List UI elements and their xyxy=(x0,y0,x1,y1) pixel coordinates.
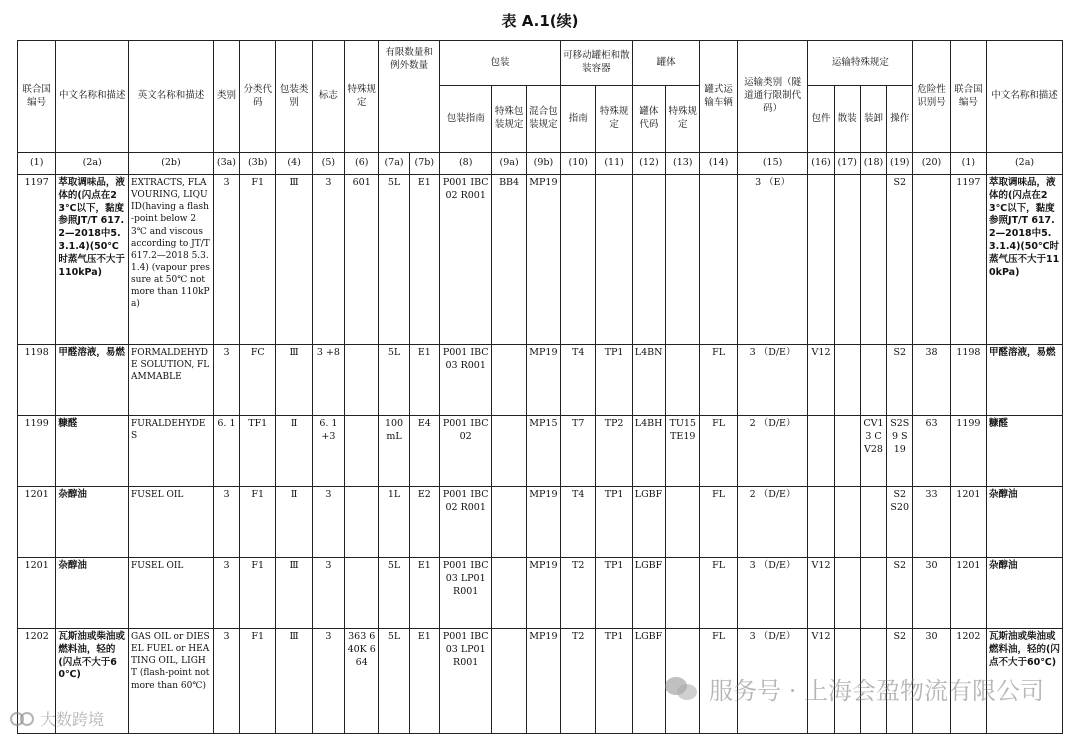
cell-c12: L4BH xyxy=(632,416,665,487)
watermark-text: 服务号 · 上海会盈物流有限公司 xyxy=(709,677,1044,705)
cell-c9a: BB4 xyxy=(492,175,526,345)
cell-c17 xyxy=(834,487,860,558)
header-labels: 标志 xyxy=(312,41,344,153)
cell-c10: T7 xyxy=(561,416,596,487)
cell-cn: 杂醇油 xyxy=(56,558,129,629)
header-en-name: 英文名称和描述 xyxy=(129,41,214,153)
cell-un: 1201 xyxy=(18,487,56,558)
header-pt-instructions: 指南 xyxy=(561,86,596,153)
cell-c5: 3 xyxy=(312,558,344,629)
page-title: 表 A.1(续) xyxy=(501,12,579,30)
column-number: (12) xyxy=(632,153,665,175)
cell-c9a xyxy=(492,416,526,487)
cell-cn: 萃取调味品，液体的(闪点在23℃以下，黏度参照JT/T 617.2—2018中5.3.1.4)(50℃时蒸气压不大于110kPa) xyxy=(56,175,129,345)
cell-c4: Ⅲ xyxy=(276,629,312,734)
column-number: (16) xyxy=(808,153,834,175)
cell-c6: 363 640K 664 xyxy=(345,629,379,734)
cell-c14: FL xyxy=(700,487,737,558)
cell-c10: T4 xyxy=(561,345,596,416)
header-cn-name: 中文名称和描述 xyxy=(56,41,129,153)
cell-c7b: E1 xyxy=(409,175,439,345)
column-number: (3a) xyxy=(213,153,239,175)
cell-un2: 1201 xyxy=(950,487,986,558)
cell-c7b: E1 xyxy=(409,345,439,416)
cell-en: FUSEL OIL xyxy=(129,558,214,629)
cell-c5: 3 xyxy=(312,629,344,734)
header-un-no-2: 联合国编号 xyxy=(950,41,986,153)
cell-en: FURALDEHYDES xyxy=(129,416,214,487)
cell-c9a xyxy=(492,558,526,629)
header-special-provisions: 特殊规定 xyxy=(345,41,379,153)
cell-c12: LGBF xyxy=(632,629,665,734)
cell-c9a xyxy=(492,487,526,558)
cell-c14: FL xyxy=(700,345,737,416)
cell-c8: P001 IBC02 R001 xyxy=(439,487,491,558)
cell-c20: 38 xyxy=(913,345,950,416)
column-number: (5) xyxy=(312,153,344,175)
header-ts-package: 包件 xyxy=(808,86,834,153)
corner-watermark-text: 大数跨境 xyxy=(40,710,105,729)
cell-c8: P001 IBC03 LP01 R001 xyxy=(439,558,491,629)
cell-c19: S2 xyxy=(887,175,913,345)
header-pack-instructions: 包装指南 xyxy=(439,86,491,153)
cell-c18 xyxy=(860,345,886,416)
cell-c14: FL xyxy=(700,416,737,487)
cell-c7a: 5L xyxy=(379,345,409,416)
cell-c11: TP1 xyxy=(596,558,632,629)
column-number: (1) xyxy=(950,153,986,175)
table-row xyxy=(18,175,1063,345)
header-tank-vehicle: 罐式运输车辆 xyxy=(700,41,737,153)
cell-c12: L4BN xyxy=(632,345,665,416)
column-number: (18) xyxy=(860,153,886,175)
cell-c14: FL xyxy=(700,629,737,734)
header-cn-name-2: 中文名称和描述 xyxy=(987,41,1063,153)
cell-c5: 3 xyxy=(312,175,344,345)
cell-cn2: 萃取调味品，液体的(闪点在23℃以下，黏度参照JT/T 617.2—2018中5.3.1.4)(50℃时蒸气压不大于110kPa) xyxy=(987,175,1063,345)
cell-c9b: MP15 xyxy=(526,416,560,487)
header-tanks: 罐体 xyxy=(632,41,700,86)
cell-c12: LGBF xyxy=(632,558,665,629)
header-pt-special: 特殊规定 xyxy=(596,86,632,153)
cell-en: FUSEL OIL xyxy=(129,487,214,558)
column-number: (1) xyxy=(18,153,56,175)
cell-c19: S2 xyxy=(887,558,913,629)
cell-un: 1197 xyxy=(18,175,56,345)
cell-c19: S2 S20 xyxy=(887,487,913,558)
cell-c16: V12 xyxy=(808,345,834,416)
cell-c3a: 3 xyxy=(213,345,239,416)
column-number: (6) xyxy=(345,153,379,175)
cell-c10: T2 xyxy=(561,629,596,734)
cell-c11: TP1 xyxy=(596,629,632,734)
cell-c3b: TF1 xyxy=(240,416,276,487)
cell-c18: CV13 CV28 xyxy=(860,416,886,487)
column-number: (19) xyxy=(887,153,913,175)
cell-c20: 33 xyxy=(913,487,950,558)
chat-bubble-icon xyxy=(665,675,699,703)
cell-c11: TP1 xyxy=(596,345,632,416)
header-class-code: 分类代码 xyxy=(240,41,276,153)
column-number: (9a) xyxy=(492,153,526,175)
cell-c12: LGBF xyxy=(632,487,665,558)
cell-c13 xyxy=(666,345,700,416)
cell-c5: 3 +8 xyxy=(312,345,344,416)
cell-cn2: 杂醇油 xyxy=(987,487,1063,558)
header-portable-tanks: 可移动罐柜和散装容器 xyxy=(561,41,633,86)
cell-un2: 1199 xyxy=(950,416,986,487)
column-number: (4) xyxy=(276,153,312,175)
cell-c15: 2 （D/E） xyxy=(737,487,808,558)
cell-cn: 杂醇油 xyxy=(56,487,129,558)
header-hazard-id: 危险性识别号 xyxy=(913,41,950,153)
cell-c17 xyxy=(834,345,860,416)
cell-c7a: 1L xyxy=(379,487,409,558)
header-packing-group: 包装类别 xyxy=(276,41,312,153)
column-number: (7a) xyxy=(379,153,409,175)
cell-c3b: F1 xyxy=(240,487,276,558)
cell-c7b: E4 xyxy=(409,416,439,487)
cell-en: EXTRACTS, FLAVOURING, LIQUID(having a flash-point below 23℃ and viscous according to JT/T 617.2—2018 5.3.1.4) (vapour pressure at 50℃ not more than 110kPa) xyxy=(129,175,214,345)
column-number: (2b) xyxy=(129,153,214,175)
cell-c10: T4 xyxy=(561,487,596,558)
cell-c7a: 100mL xyxy=(379,416,409,487)
column-number: (17) xyxy=(834,153,860,175)
cell-un: 1199 xyxy=(18,416,56,487)
cell-c17 xyxy=(834,416,860,487)
cell-c20 xyxy=(913,175,950,345)
cell-c9b: MP19 xyxy=(526,487,560,558)
column-number: (20) xyxy=(913,153,950,175)
cell-c13: TU15 TE19 xyxy=(666,416,700,487)
cell-c18 xyxy=(860,558,886,629)
column-number: (11) xyxy=(596,153,632,175)
cell-c6 xyxy=(345,345,379,416)
cell-c3b: F1 xyxy=(240,558,276,629)
cell-c19: S2S9 S19 xyxy=(887,416,913,487)
infinity-logo-icon xyxy=(10,710,34,728)
cell-c3a: 3 xyxy=(213,629,239,734)
cell-c10 xyxy=(561,175,596,345)
cell-c17 xyxy=(834,175,860,345)
header-packaging: 包装 xyxy=(439,41,560,86)
cell-c4: Ⅱ xyxy=(276,416,312,487)
cell-c6 xyxy=(345,558,379,629)
cell-c4: Ⅲ xyxy=(276,345,312,416)
cell-en: GAS OIL or DIESEL FUEL or HEATING OIL, LIGHT (flash-point not more than 60℃) xyxy=(129,629,214,734)
cell-c3a: 3 xyxy=(213,175,239,345)
cell-c9b: MP19 xyxy=(526,175,560,345)
column-number: (8) xyxy=(439,153,491,175)
header-transport-category: 运输类别（隧道通行限制代码） xyxy=(737,41,808,153)
cell-c7b: E2 xyxy=(409,487,439,558)
column-number: (15) xyxy=(737,153,808,175)
cell-c3a: 3 xyxy=(213,558,239,629)
header-ts-bulk: 散装 xyxy=(834,86,860,153)
cell-c5: 3 xyxy=(312,487,344,558)
cell-c15: 3 （D/E） xyxy=(737,345,808,416)
cell-c8: P001 IBC03 LP01 R001 xyxy=(439,629,491,734)
cell-cn: 甲醛溶液，易燃 xyxy=(56,345,129,416)
cell-c14 xyxy=(700,175,737,345)
column-number: (10) xyxy=(561,153,596,175)
cell-c9b: MP19 xyxy=(526,629,560,734)
cell-c6: 601 xyxy=(345,175,379,345)
cell-c10: T2 xyxy=(561,558,596,629)
cell-c13 xyxy=(666,175,700,345)
header-mixed-pack: 混合包装规定 xyxy=(526,86,560,153)
table-row xyxy=(18,416,1063,487)
column-number: (2a) xyxy=(56,153,129,175)
cell-c9a xyxy=(492,629,526,734)
cell-c4: Ⅲ xyxy=(276,558,312,629)
cell-c11: TP1 xyxy=(596,487,632,558)
cell-en: FORMALDEHYDE SOLUTION, FLAMMABLE xyxy=(129,345,214,416)
cell-c20: 30 xyxy=(913,558,950,629)
cell-cn2: 糠醛 xyxy=(987,416,1063,487)
cell-c6 xyxy=(345,416,379,487)
cell-c9b: MP19 xyxy=(526,345,560,416)
cell-c8: P001 IBC02 R001 xyxy=(439,175,491,345)
cell-c12 xyxy=(632,175,665,345)
column-number: (3b) xyxy=(240,153,276,175)
cell-c16: V12 xyxy=(808,558,834,629)
cell-c6 xyxy=(345,487,379,558)
cell-un: 1198 xyxy=(18,345,56,416)
table-row xyxy=(18,558,1063,629)
cell-cn: 瓦斯油或柴油或燃料油，轻的(闪点不大于60℃) xyxy=(56,629,129,734)
cell-c16: V12 xyxy=(808,629,834,734)
cell-c7a: 5L xyxy=(379,629,409,734)
header-un-no: 联合国编号 xyxy=(18,41,56,153)
cell-cn2: 甲醛溶液，易燃 xyxy=(987,345,1063,416)
cell-c4: Ⅲ xyxy=(276,175,312,345)
cell-c16 xyxy=(808,487,834,558)
cell-c14: FL xyxy=(700,558,737,629)
cell-un2: 1198 xyxy=(950,345,986,416)
cell-c13 xyxy=(666,487,700,558)
cell-c4: Ⅱ xyxy=(276,487,312,558)
corner-watermark xyxy=(10,707,104,730)
cell-un: 1201 xyxy=(18,558,56,629)
cell-c9b: MP19 xyxy=(526,558,560,629)
table-row xyxy=(18,345,1063,416)
cell-c20: 63 xyxy=(913,416,950,487)
cell-c3b: F1 xyxy=(240,175,276,345)
column-number: (13) xyxy=(666,153,700,175)
cell-c8: P001 IBC02 xyxy=(439,416,491,487)
cell-c15: 3 （E） xyxy=(737,175,808,345)
cell-c11 xyxy=(596,175,632,345)
cell-cn2: 杂醇油 xyxy=(987,558,1063,629)
header-tank-code: 罐体代码 xyxy=(632,86,665,153)
cell-c15: 3 （D/E） xyxy=(737,629,808,734)
cell-c13 xyxy=(666,558,700,629)
cell-c18 xyxy=(860,487,886,558)
column-number: (7b) xyxy=(409,153,439,175)
cell-c7a: 5L xyxy=(379,558,409,629)
cell-c3a: 6. 1 xyxy=(213,416,239,487)
dangerous-goods-table xyxy=(17,40,1063,734)
header-ts-loading: 装卸 xyxy=(860,86,886,153)
cell-c3a: 3 xyxy=(213,487,239,558)
cell-c11: TP2 xyxy=(596,416,632,487)
cell-c16 xyxy=(808,416,834,487)
cell-c7b: E1 xyxy=(409,629,439,734)
header-special-pack: 特殊包装规定 xyxy=(492,86,526,153)
header-ts-operation: 操作 xyxy=(887,86,913,153)
cell-un: 1202 xyxy=(18,629,56,734)
header-transport-special: 运输特殊规定 xyxy=(808,41,913,86)
cell-c8: P001 IBC03 R001 xyxy=(439,345,491,416)
cell-c17 xyxy=(834,558,860,629)
header-tank-special: 特殊规定 xyxy=(666,86,700,153)
header-class: 类别 xyxy=(213,41,239,153)
cell-c20: 30 xyxy=(913,629,950,734)
cell-c7b: E1 xyxy=(409,558,439,629)
cell-un2: 1202 xyxy=(950,629,986,734)
cell-c19: S2 xyxy=(887,629,913,734)
cell-cn2: 瓦斯油或柴油或燃料油，轻的(闪点不大于60℃) xyxy=(987,629,1063,734)
cell-cn: 糠醛 xyxy=(56,416,129,487)
cell-c5: 6. 1 +3 xyxy=(312,416,344,487)
cell-un2: 1201 xyxy=(950,558,986,629)
column-number: (2a) xyxy=(987,153,1063,175)
cell-c18 xyxy=(860,175,886,345)
header-limited-qty: 有限数量和例外数量 xyxy=(379,41,440,153)
cell-c9a xyxy=(492,345,526,416)
cell-un2: 1197 xyxy=(950,175,986,345)
cell-c7a: 5L xyxy=(379,175,409,345)
cell-c15: 3 （D/E） xyxy=(737,558,808,629)
column-number: (14) xyxy=(700,153,737,175)
cell-c3b: F1 xyxy=(240,629,276,734)
cell-c16 xyxy=(808,175,834,345)
cell-c19: S2 xyxy=(887,345,913,416)
service-watermark xyxy=(665,671,1044,706)
table-row xyxy=(18,487,1063,558)
cell-c15: 2 （D/E） xyxy=(737,416,808,487)
column-number: (9b) xyxy=(526,153,560,175)
cell-c3b: FC xyxy=(240,345,276,416)
